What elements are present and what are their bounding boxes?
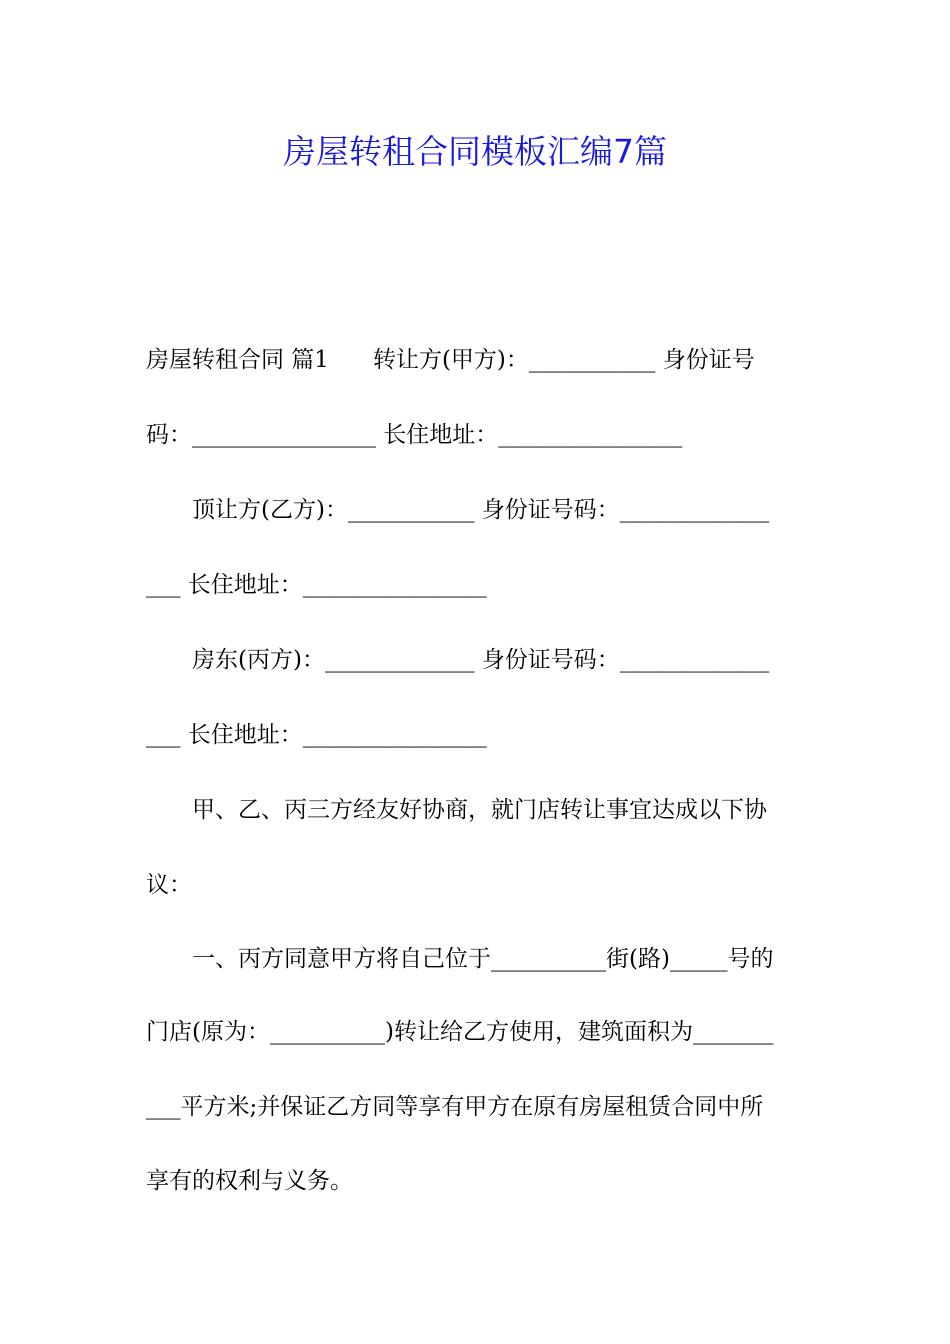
paragraph-line-9: 一、丙方同意甲方将自己位于__________街(路)_____号的 bbox=[192, 946, 774, 972]
paragraph-line-2: 码：________________ 长住地址：________________ bbox=[146, 422, 683, 448]
paragraph-line-3: 顶让方(乙方)：___________ 身份证号码：_____________ bbox=[192, 497, 770, 523]
paragraph-line-11: ___平方米;并保证乙方同等享有甲方在原有房屋租赁合同中所 bbox=[146, 1094, 764, 1120]
paragraph-line-1 bbox=[146, 342, 755, 378]
paragraph-line-10: 门店(原为：__________)转让给乙方使用，建筑面积为_______ bbox=[146, 1019, 774, 1045]
transferor-label: 转让方(甲方)：___________ 身份证号 bbox=[372, 347, 755, 373]
contract-heading: 房屋转租合同 篇1 bbox=[146, 347, 329, 373]
document-title: 房屋转租合同模板汇编7篇 bbox=[283, 132, 667, 171]
paragraph-line-5: 房东(丙方)：_____________ 身份证号码：_____________ bbox=[192, 647, 770, 673]
paragraph-line-7: 甲、乙、丙三方经友好协商，就门店转让事宜达成以下协 bbox=[192, 797, 767, 823]
paragraph-line-8: 议： bbox=[146, 872, 192, 898]
paragraph-line-6: ___ 长住地址：________________ bbox=[146, 722, 487, 748]
paragraph-line-12: 享有的权利与义务。 bbox=[146, 1168, 353, 1194]
paragraph-line-4: ___ 长住地址：________________ bbox=[146, 572, 487, 598]
